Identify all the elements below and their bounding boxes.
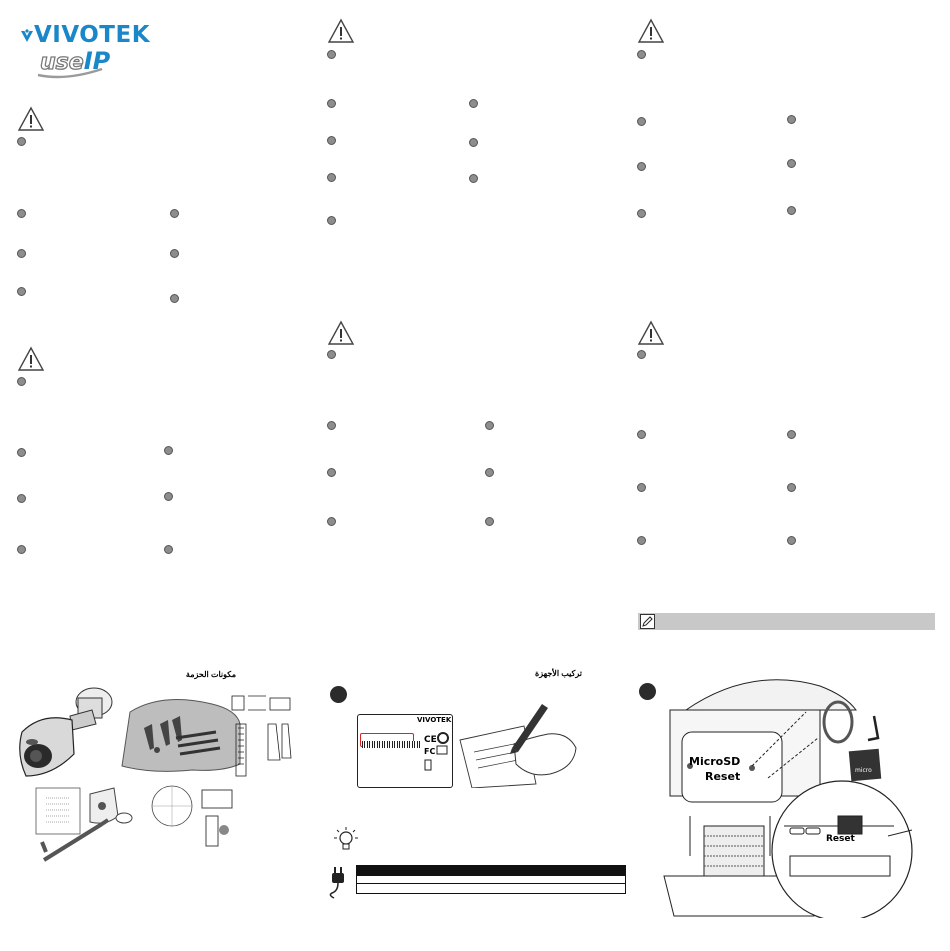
warning-icon xyxy=(637,18,665,44)
camera-drawing xyxy=(20,688,112,776)
bullet-dot-icon xyxy=(485,421,494,430)
power-plug-icon xyxy=(328,867,350,899)
reset-label: Reset xyxy=(705,770,741,783)
lightbulb-icon xyxy=(334,827,358,853)
use-ip-ip-text: IP xyxy=(83,47,111,75)
bullet-dot-icon xyxy=(469,99,478,108)
warning-icon xyxy=(17,346,45,372)
bullet-dot-icon xyxy=(637,483,646,492)
use-ip-logo xyxy=(40,47,110,75)
bullet-dot-icon xyxy=(637,350,646,359)
screw-kit-drawing xyxy=(122,700,240,772)
bullet-dot-icon xyxy=(327,216,336,225)
bullet-dot-icon xyxy=(485,468,494,477)
brand-text: VIVOTEK xyxy=(34,22,151,48)
step-2-marker xyxy=(639,683,656,700)
warning-icon xyxy=(327,320,355,346)
use-ip-swoosh xyxy=(36,67,106,81)
package-contents-heading: مكونات الحزمة xyxy=(185,670,236,679)
bullet-dot-icon xyxy=(17,377,26,386)
bullet-dot-icon xyxy=(327,468,336,477)
package-contents-illustration xyxy=(12,684,307,864)
warning-icon xyxy=(327,18,355,44)
svg-text:FC: FC xyxy=(424,747,436,756)
microsd-label: MicroSD xyxy=(689,755,741,768)
screw-spec-drawing xyxy=(232,696,291,776)
bullet-dot-icon xyxy=(327,517,336,526)
bullet-dot-icon xyxy=(17,137,26,146)
bullet-dot-icon xyxy=(787,483,796,492)
bullet-dot-icon xyxy=(787,536,796,545)
bullet-dot-icon xyxy=(637,209,646,218)
vivotek-logo xyxy=(20,22,150,48)
bullet-dot-icon xyxy=(17,448,26,457)
use-ip-use-text: use xyxy=(40,50,84,75)
bullet-dot-icon xyxy=(17,249,26,258)
pencil-icon xyxy=(640,614,655,629)
hardware-installation-heading: تركيب الأجهزة xyxy=(535,669,582,678)
vivotek-logo-mark xyxy=(20,29,34,43)
reset-label-magnified: Reset xyxy=(826,834,855,844)
power-table-row xyxy=(356,884,626,894)
label-brand: VIVOTEK xyxy=(417,716,452,724)
bullet-dot-icon xyxy=(170,294,179,303)
bullet-dot-icon xyxy=(787,206,796,215)
bullet-dot-icon xyxy=(787,115,796,124)
svg-text:CE: CE xyxy=(424,735,437,745)
bullet-dot-icon xyxy=(164,446,173,455)
bullet-dot-icon xyxy=(637,117,646,126)
power-table-row xyxy=(356,876,626,884)
warning-icon xyxy=(17,106,45,132)
bullet-dot-icon xyxy=(327,173,336,182)
microsd-installation-drawing xyxy=(660,676,940,918)
bullet-dot-icon xyxy=(327,136,336,145)
bullet-dot-icon xyxy=(327,421,336,430)
bullet-dot-icon xyxy=(637,430,646,439)
bullet-dot-icon xyxy=(637,50,646,59)
warning-icon xyxy=(637,320,665,346)
hand-writing-drawing xyxy=(458,698,583,788)
bullet-dot-icon xyxy=(485,517,494,526)
bullet-dot-icon xyxy=(170,209,179,218)
power-table-header xyxy=(356,865,626,876)
bullet-dot-icon xyxy=(469,138,478,147)
bullet-dot-icon xyxy=(637,162,646,171)
bullet-dot-icon xyxy=(327,99,336,108)
bullet-dot-icon xyxy=(327,50,336,59)
cert-marks xyxy=(420,730,450,780)
accessories-drawing xyxy=(36,786,232,860)
bullet-dot-icon xyxy=(17,287,26,296)
bullet-dot-icon xyxy=(637,536,646,545)
bullet-dot-icon xyxy=(787,159,796,168)
bullet-dot-icon xyxy=(170,249,179,258)
step-1-marker xyxy=(330,686,347,703)
svg-text:micro: micro xyxy=(855,767,872,774)
bullet-dot-icon xyxy=(164,492,173,501)
bullet-dot-icon xyxy=(17,545,26,554)
bullet-dot-icon xyxy=(17,209,26,218)
bullet-dot-icon xyxy=(469,174,478,183)
note-bar xyxy=(638,613,935,630)
bullet-dot-icon xyxy=(327,350,336,359)
bullet-dot-icon xyxy=(164,545,173,554)
label-barcode xyxy=(362,741,420,748)
bullet-dot-icon xyxy=(787,430,796,439)
bullet-dot-icon xyxy=(17,494,26,503)
